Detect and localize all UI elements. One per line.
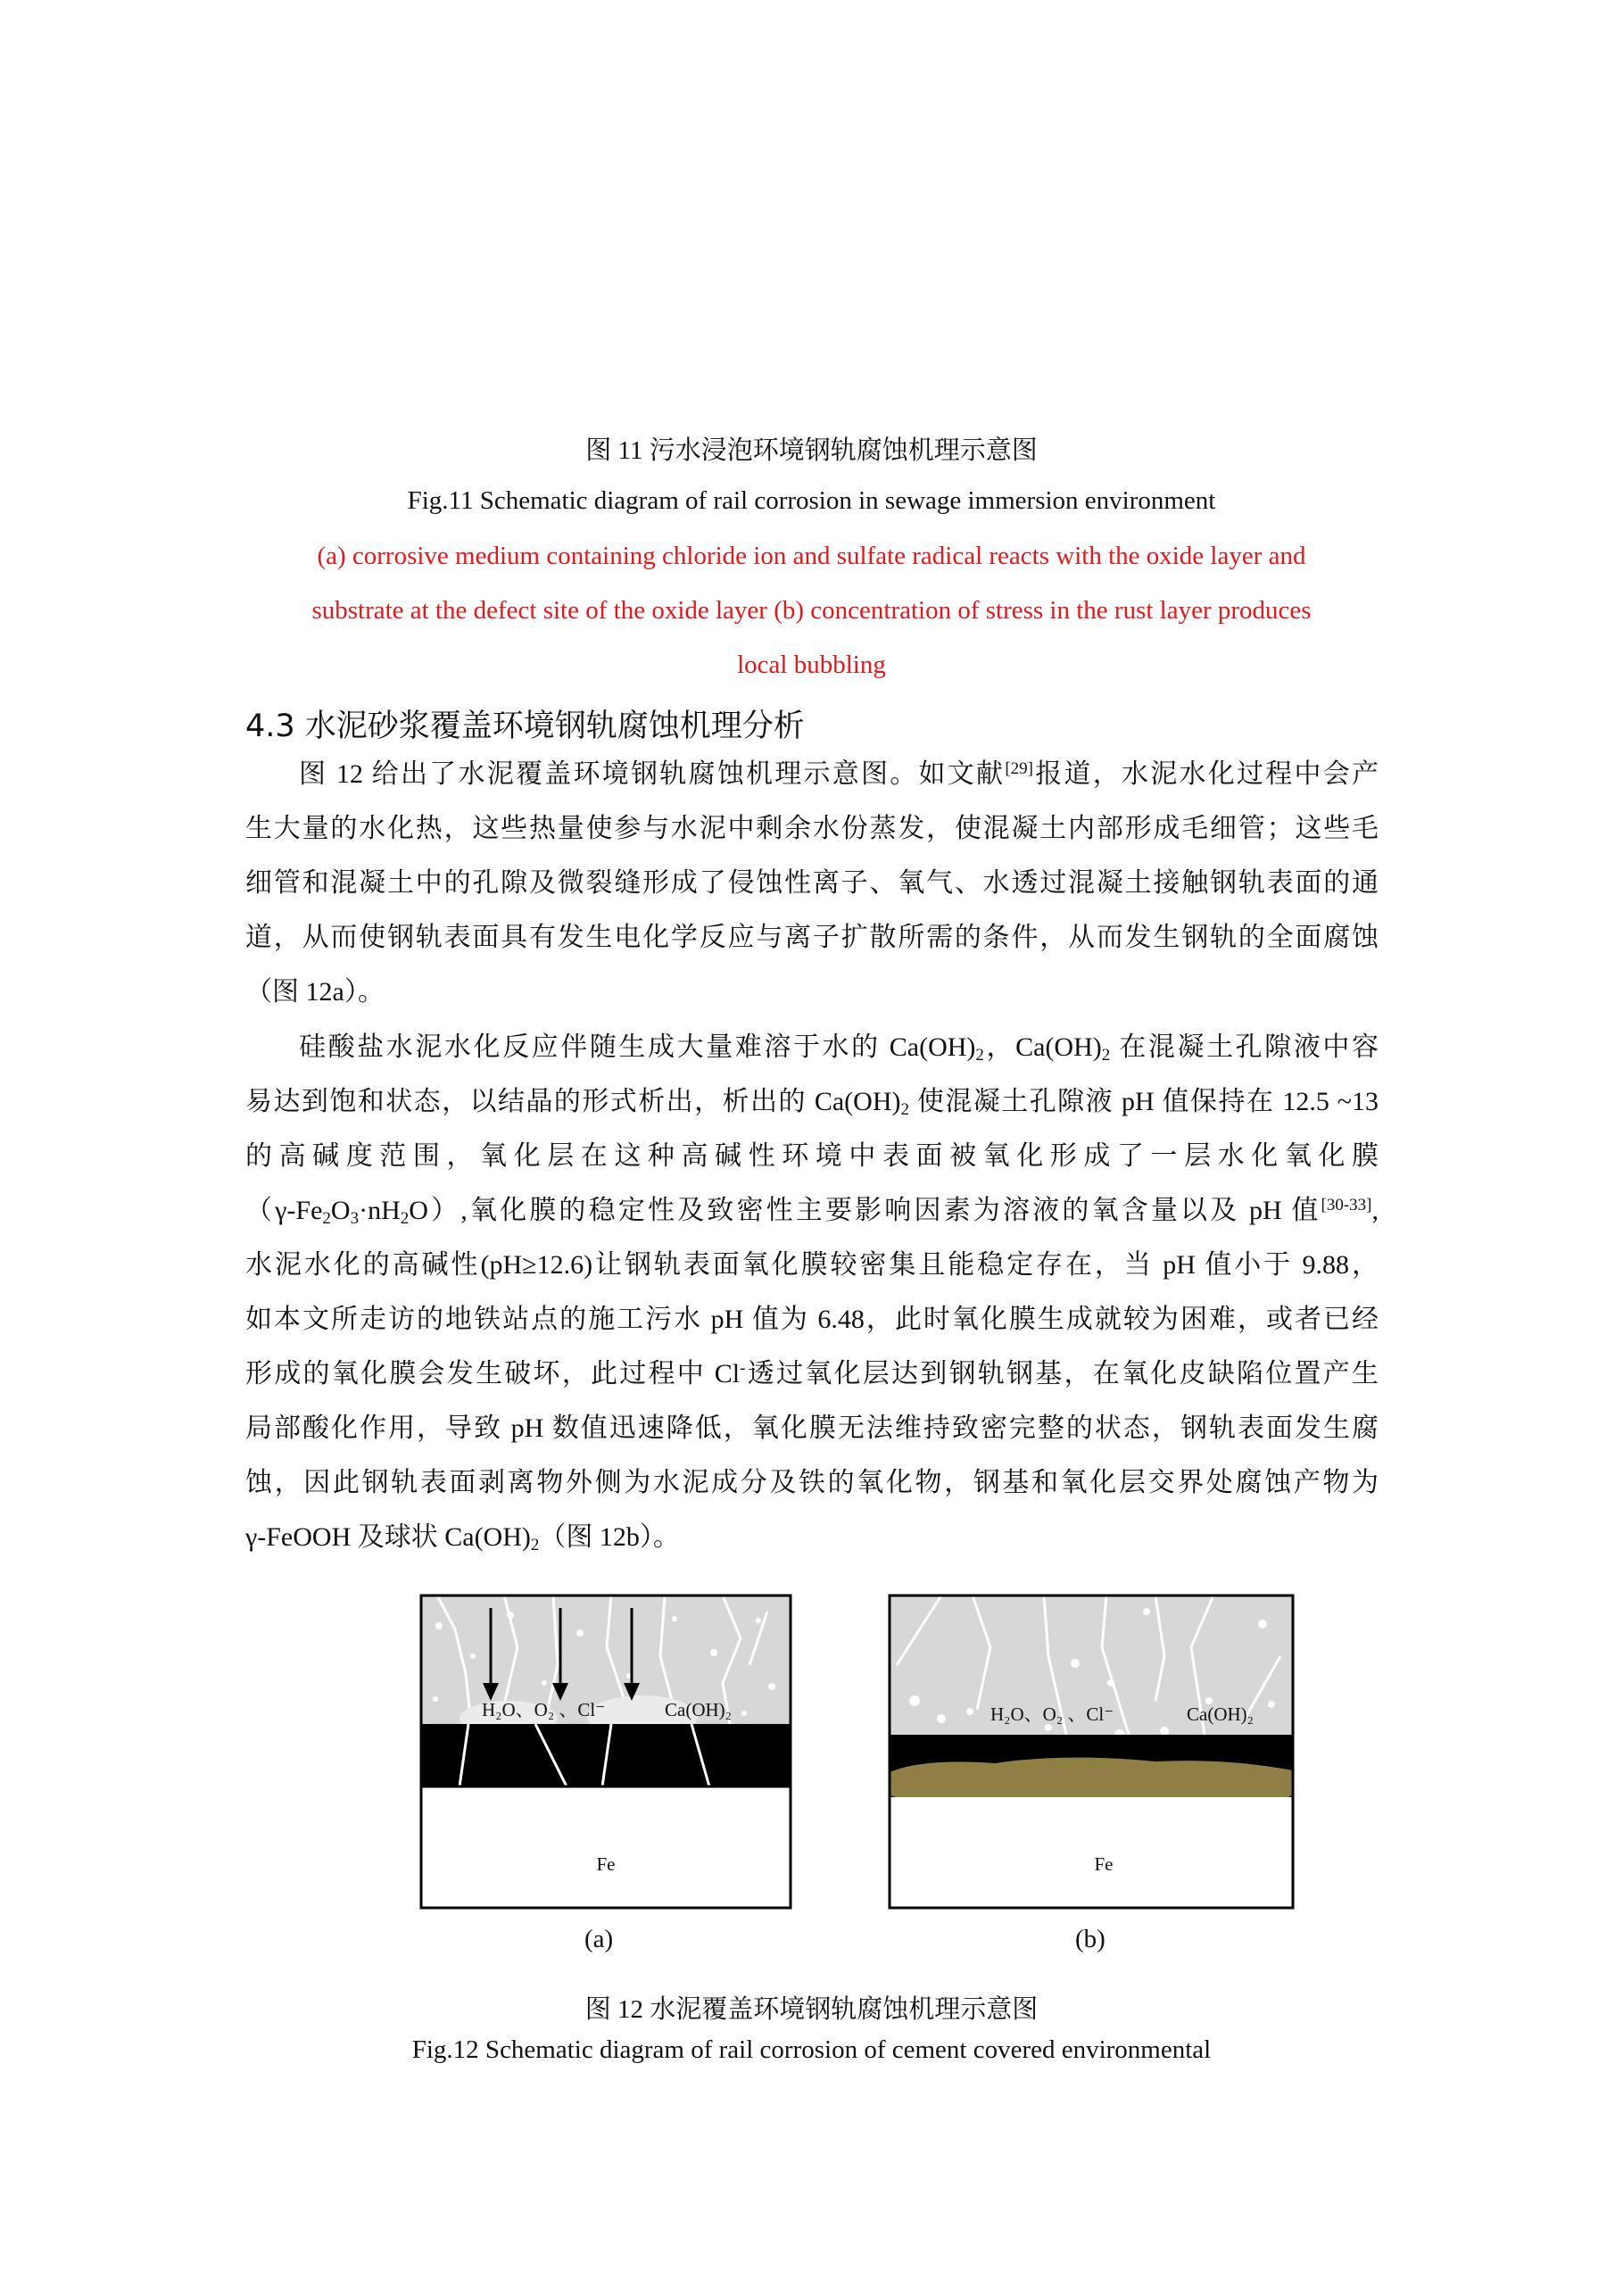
- fig12-caption-cn: 图 12 水泥覆盖环境钢轨腐蚀机理示意图: [584, 1995, 1039, 2024]
- p2-line-4: $(\gamma-Fe_2O_3\cdot nH_2O)$,氧化膜的稳定性及致密性主要影响因素为溶液的氧含量以及 pH 值[30-33],: [245, 1196, 1379, 1228]
- steel-substrate: [890, 1797, 1293, 1908]
- p2-line-1: 硅酸盐水泥水化反应伴随生成大量难溶于水的 $Ca(OH)_2$，$Ca(OH)_2$ 在混凝土孔隙液中容: [299, 1032, 1379, 1065]
- steel-substrate: [421, 1786, 791, 1908]
- fig12b-species-label: H₂O、O₂ 、Cl⁻: [990, 1703, 1114, 1725]
- p1-line-4: 道，从而使钢轨表面具有发生电化学反应与离子扩散所需的条件，从而发生钢轨的全面腐蚀: [245, 923, 1379, 952]
- fig12-caption-en: Fig.12 Schematic diagram of rail corrosion of cement covered environmental: [411, 2035, 1212, 2064]
- paragraph-1: [245, 747, 1379, 1019]
- p1-line-3: 细管和混凝土中的孔隙及微裂缝形成了侵蚀性离子、氧气、水透过混凝土接触钢轨表面的通: [245, 868, 1379, 898]
- citation-30-33: [30-33]: [1321, 1196, 1372, 1214]
- fig12a-diagram: [419, 1594, 792, 1910]
- fig12b-product-label: Ca(OH)₂: [1187, 1703, 1254, 1725]
- fig12b-metal-label: Fe: [1094, 1853, 1114, 1875]
- fig12a-label: (a): [584, 1925, 614, 1953]
- p1-line-1: 图 12 给出了水泥覆盖环境钢轨腐蚀机理示意图。如文献[29]报道，水泥水化过程中会产: [299, 759, 1379, 789]
- p2-line-2: 易达到饱和状态，以结晶的形式析出，析出的 $Ca(OH)_2$ 使混凝土孔隙液 pH 值保持在 12.5 ~13: [245, 1087, 1379, 1119]
- fig12a-product-label: Ca(OH)₂: [665, 1699, 732, 1720]
- citation-29: [29]: [1005, 759, 1033, 778]
- p1-line-5: （图 12a）。: [245, 977, 385, 1007]
- fig12a-metal-label: Fe: [596, 1853, 616, 1875]
- paragraph-2: [245, 1020, 1379, 1564]
- p2-line-7: 形成的氧化膜会发生破坏，此过程中 Cl-透过氧化层达到钢轨钢基，在氧化皮缺陷位置产生: [245, 1359, 1379, 1388]
- p2-line-5: 水泥水化的高碱性(pH≥12.6)让钢轨表面氧化膜较密集且能稳定存在，当 pH 值小于 9.88，: [245, 1250, 1379, 1280]
- fig12a-species-label: H₂O、O₂ 、Cl⁻: [482, 1699, 606, 1720]
- fig11-note-line-1: (a) corrosive medium containing chloride ion and sulfate radical reacts with the oxide layer and: [317, 542, 1306, 570]
- p2-line-9: 蚀，因此钢轨表面剥离物外侧为水泥成分及铁的氧化物，钢基和氧化层交界处腐蚀产物为: [245, 1468, 1379, 1497]
- fig11-caption-cn: 图 11 污水浸泡环境钢轨腐蚀机理示意图: [585, 436, 1038, 465]
- fig11-note-line-3: local bubbling: [737, 651, 886, 679]
- p2-line-3: 的 高 碱 度 范 围 ， 氧 化 层 在 这 种 高 碱 性 环 境 中 表 面 被 氧 化 形 成 了 一 层 水 化 氧 化 膜: [245, 1141, 1379, 1171]
- fig12b-label: (b): [1075, 1925, 1105, 1953]
- fig11-caption-en: Fig.11 Schematic diagram of rail corrosion in sewage immersion environment: [407, 486, 1216, 515]
- p2-line-10: γ-FeOOH 及球状 $Ca(OH)_2$（图 12b）。: [245, 1522, 680, 1554]
- p1-line-2: 生大量的水化热，这些热量使参与水泥中剩余水份蒸发，使混凝土内部形成毛细管；这些毛: [245, 814, 1379, 843]
- fig11-note-line-2: substrate at the defect site of the oxide layer (b) concentration of stress in the rust layer produces: [311, 596, 1312, 625]
- p2-line-8: 局部酸化作用，导致 pH 数值迅速降低，氧化膜无法维持致密完整的状态，钢轨表面发生腐: [245, 1413, 1379, 1443]
- fig12b-diagram: [888, 1594, 1295, 1910]
- section-heading: 4.3 水泥砂浆覆盖环境钢轨腐蚀机理分析: [245, 709, 805, 744]
- p2-line-6: 如本文所走访的地铁站点的施工污水 pH 值为 6.48，此时氧化膜生成就较为困难，或者已经: [245, 1305, 1379, 1334]
